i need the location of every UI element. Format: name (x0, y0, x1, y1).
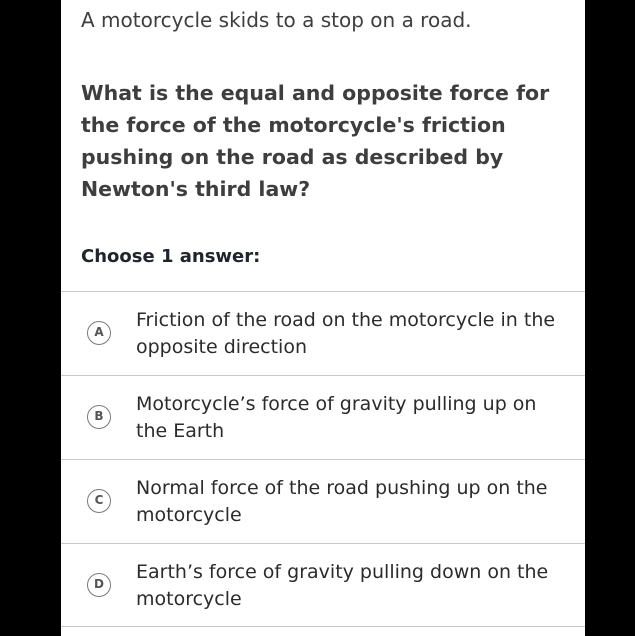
choice-b[interactable] (61, 375, 585, 459)
choice-c-letter-badge[interactable]: C (87, 489, 111, 513)
choice-d-letter-badge[interactable]: D (87, 573, 111, 597)
choice-b-text[interactable]: Motorcycle’s force of gravity pulling up on the Earth (136, 393, 537, 442)
choice-d-text[interactable]: Earth’s force of gravity pulling down on the motorcycle (136, 561, 549, 610)
scenario-text: A motorcycle skids to a stop on a road. (81, 8, 472, 32)
choice-a[interactable] (61, 291, 585, 375)
choice-a-text[interactable]: Friction of the road on the motorcycle in the opposite direction (136, 309, 556, 358)
choice-d[interactable] (61, 543, 585, 627)
choice-b-letter-badge[interactable]: B (87, 405, 111, 429)
question-panel (61, 0, 585, 636)
choice-c[interactable] (61, 459, 585, 543)
choice-c-text[interactable]: Normal force of the road pushing up on the motorcycle (136, 477, 548, 526)
instruction-text: Choose 1 answer: (81, 246, 261, 267)
question-text: What is the equal and opposite force for the force of the motorcycle's friction pushing on the road as described by Newton's third law? (81, 81, 550, 201)
answer-choices (61, 291, 585, 627)
choice-a-letter-badge[interactable]: A (87, 321, 111, 345)
